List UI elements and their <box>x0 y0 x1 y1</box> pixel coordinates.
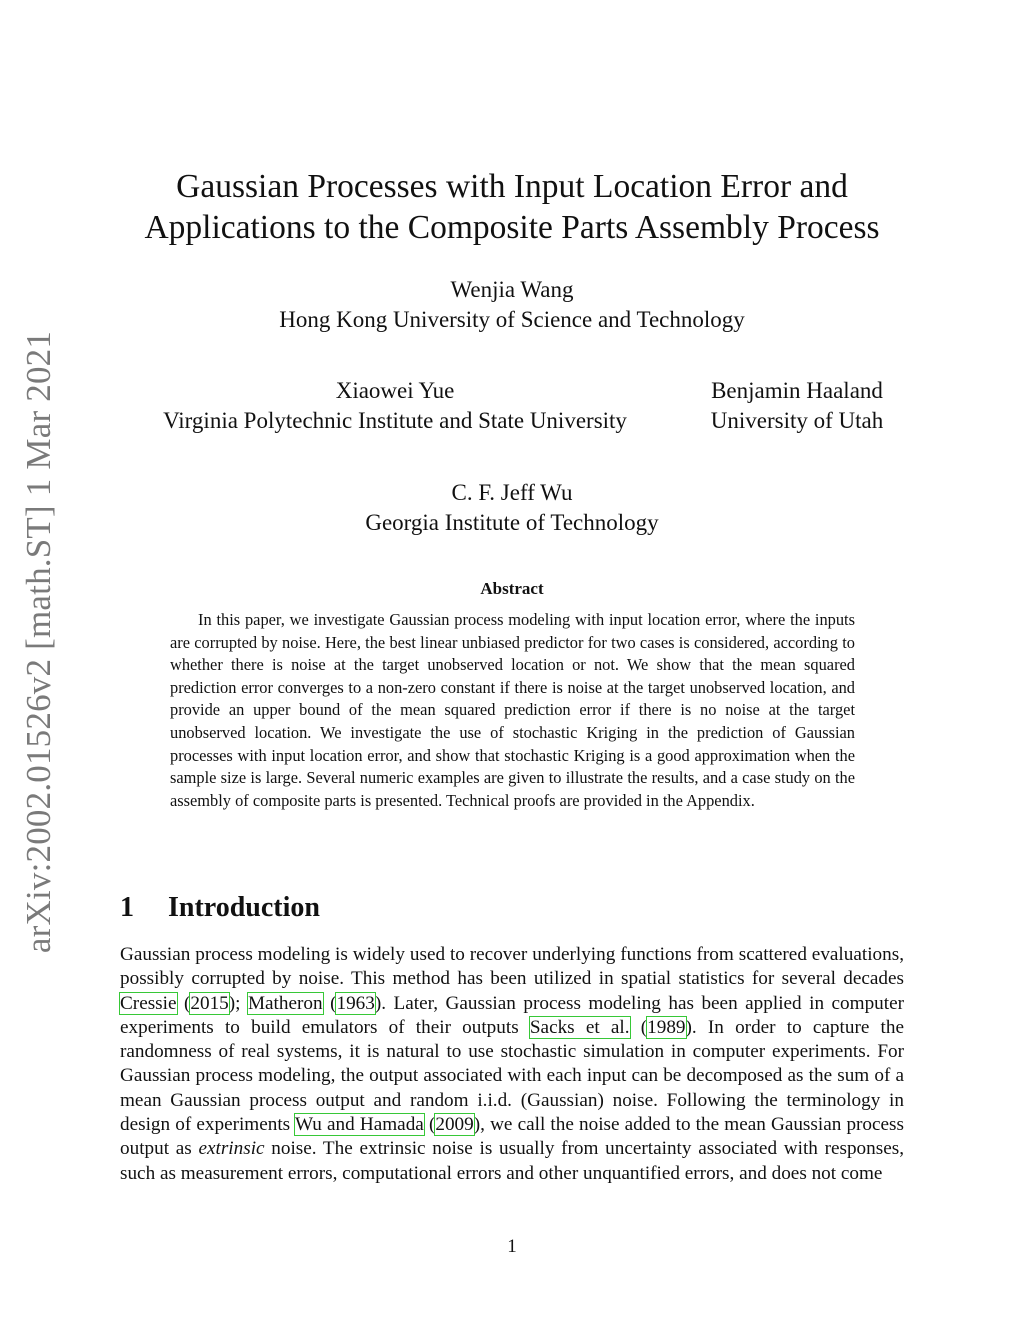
author-block-4 <box>0 478 1024 538</box>
author-name: Wenjia Wang <box>450 277 574 302</box>
arxiv-identifier: arXiv:2002.01526v2 [math.ST] 1 Mar 2021 <box>19 330 58 954</box>
intro-text: ( <box>322 992 337 1014</box>
intro-text: ), we call the noise added to the mean Gaussian process output as <box>120 1114 904 1160</box>
citation-link-2009[interactable]: 2009 <box>435 1114 474 1136</box>
intro-text: ). Later, Gaussian process modeling has been applied in computer experiments to build emulators of their outputs <box>120 992 904 1038</box>
author-name: Xiaowei Yue <box>335 378 455 403</box>
introduction-paragraph <box>120 943 904 1186</box>
intro-text: Gaussian process modeling is widely used to recover underlying functions from scattered evaluations, possibly corrupted by noise. This method has been utilized in spatial statistics for several decades <box>120 944 904 990</box>
intro-text: noise. The extrinsic noise is usually from uncertainty associated with responses, such as measurement errors, computational errors and other unquantified errors, and does not come <box>120 1138 904 1184</box>
intro-text: ); <box>228 992 248 1014</box>
author-affiliation: University of Utah <box>710 408 884 433</box>
author-name: C. F. Jeff Wu <box>451 480 573 505</box>
abstract-text: In this paper, we investigate Gaussian process modeling with input location error, where the inputs are corrupted by noise. Here, the best linear unbiased predictor for two cases is considered, according to whether there is noise at the target unobserved location or not. We show that the mean squared prediction error converges to a non-zero constant if there is noise at the target unobserved location, and provide an upper bound of the mean squared prediction error if there is no noise at the target unobserved location. We investigate the use of stochastic Kriging in the prediction of Gaussian processes with input location error, and show that stochastic Kriging is a good approximation when the sample size is large. Several numeric examples are given to illustrate the results, and a case study on the assembly of composite parts is presented. Technical proofs are provided in the Appendix. <box>170 610 855 810</box>
section-heading <box>120 892 320 924</box>
author-block-3 <box>700 376 894 436</box>
author-name: Benjamin Haaland <box>711 378 883 403</box>
citation-link-cressie[interactable]: Cressie <box>120 992 177 1014</box>
intro-text: ). In order to capture the randomness of real systems, it is natural to use stochastic simulation in computer experiments. For Gaussian process modeling, the output associated with each input can be decomposed as the sum of a mean Gaussian process output and random i.i.d. (Gaussian) noise. Following the terminology in design of experiments <box>120 1016 905 1136</box>
author-affiliation: Hong Kong University of Science and Technology <box>279 307 745 332</box>
page-number: 1 <box>507 1236 517 1257</box>
author-affiliation: Georgia Institute of Technology <box>365 510 659 535</box>
citation-link-1989[interactable]: 1989 <box>647 1016 686 1038</box>
emphasis-extrinsic: extrinsic <box>198 1138 265 1160</box>
title-line-2: Applications to the Composite Parts Assembly Process <box>144 209 880 246</box>
abstract-heading: Abstract <box>480 579 544 598</box>
citation-link-matheron[interactable]: Matheron <box>247 992 323 1014</box>
intro-text: ( <box>423 1114 436 1136</box>
section-number: 1 <box>120 892 134 923</box>
title-line-1: Gaussian Processes with Input Location Error and <box>176 168 848 205</box>
section-title: Introduction <box>168 892 320 923</box>
intro-text: ( <box>176 992 191 1014</box>
author-affiliation: Virginia Polytechnic Institute and State University <box>163 408 627 433</box>
intro-text: ( <box>629 1016 648 1038</box>
author-block-2 <box>132 376 658 436</box>
citation-link-2015[interactable]: 2015 <box>190 992 229 1014</box>
citation-link-sacks[interactable]: Sacks et al. <box>529 1016 630 1038</box>
paper-title <box>110 166 914 248</box>
author-block-1 <box>0 275 1024 335</box>
citation-link-1963[interactable]: 1963 <box>336 992 375 1014</box>
citation-link-wu-hamada[interactable]: Wu and Hamada <box>294 1114 424 1136</box>
